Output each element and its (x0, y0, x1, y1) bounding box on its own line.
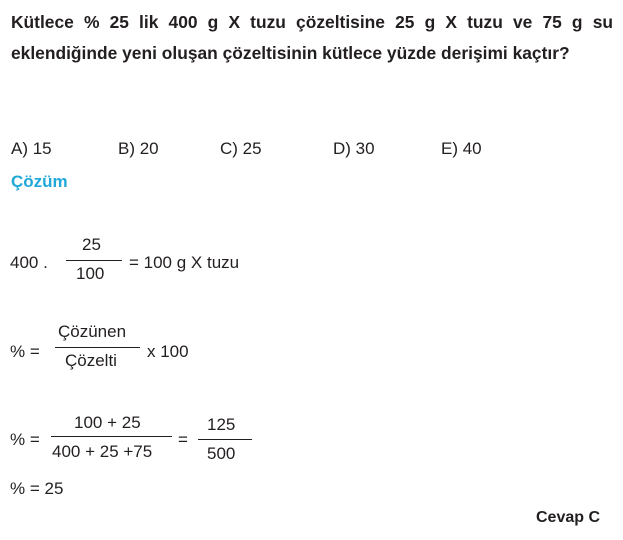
step2-suffix: x 100 (147, 342, 189, 361)
step1-result: = 100 g X tuzu (129, 253, 240, 272)
step1-fraction-bar (66, 260, 122, 261)
solution-heading: Çözüm (11, 172, 68, 191)
answer-label: Cevap C (536, 509, 601, 526)
step2-fraction-bar (55, 347, 140, 348)
step2-denominator: Çözelti (65, 351, 117, 370)
step3-fraction-bar (51, 436, 172, 437)
step3-prefix: % = (10, 430, 40, 449)
step1-denominator: 100 (76, 264, 105, 283)
option-e[interactable]: E) 40 (441, 139, 482, 158)
step3-fraction-bar2 (198, 439, 252, 440)
step3-numerator2: 125 (207, 415, 236, 434)
option-a[interactable]: A) 15 (11, 139, 52, 158)
step1-prefix: 400 . (10, 253, 48, 272)
step3-denominator: 400 + 25 +75 (52, 442, 153, 461)
step2-numerator: Çözünen (58, 322, 127, 341)
question-text: Kütlece % 25 lik 400 g X tuzu çözeltisine 25 g X tuzu ve 75 g su eklendiğinde yeni oluşan çözeltisinin kütlece yüzde derişimi kaçtır? (11, 12, 613, 63)
step1-numerator: 25 (82, 235, 101, 254)
option-b[interactable]: B) 20 (118, 139, 159, 158)
option-d[interactable]: D) 30 (333, 139, 375, 158)
step3-equals: = (178, 430, 188, 449)
step4-result: % = 25 (10, 479, 64, 498)
step2-prefix: % = (10, 342, 40, 361)
step3-denominator2: 500 (207, 444, 236, 463)
step3-numerator: 100 + 25 (74, 413, 141, 432)
option-c[interactable]: C) 25 (220, 139, 262, 158)
